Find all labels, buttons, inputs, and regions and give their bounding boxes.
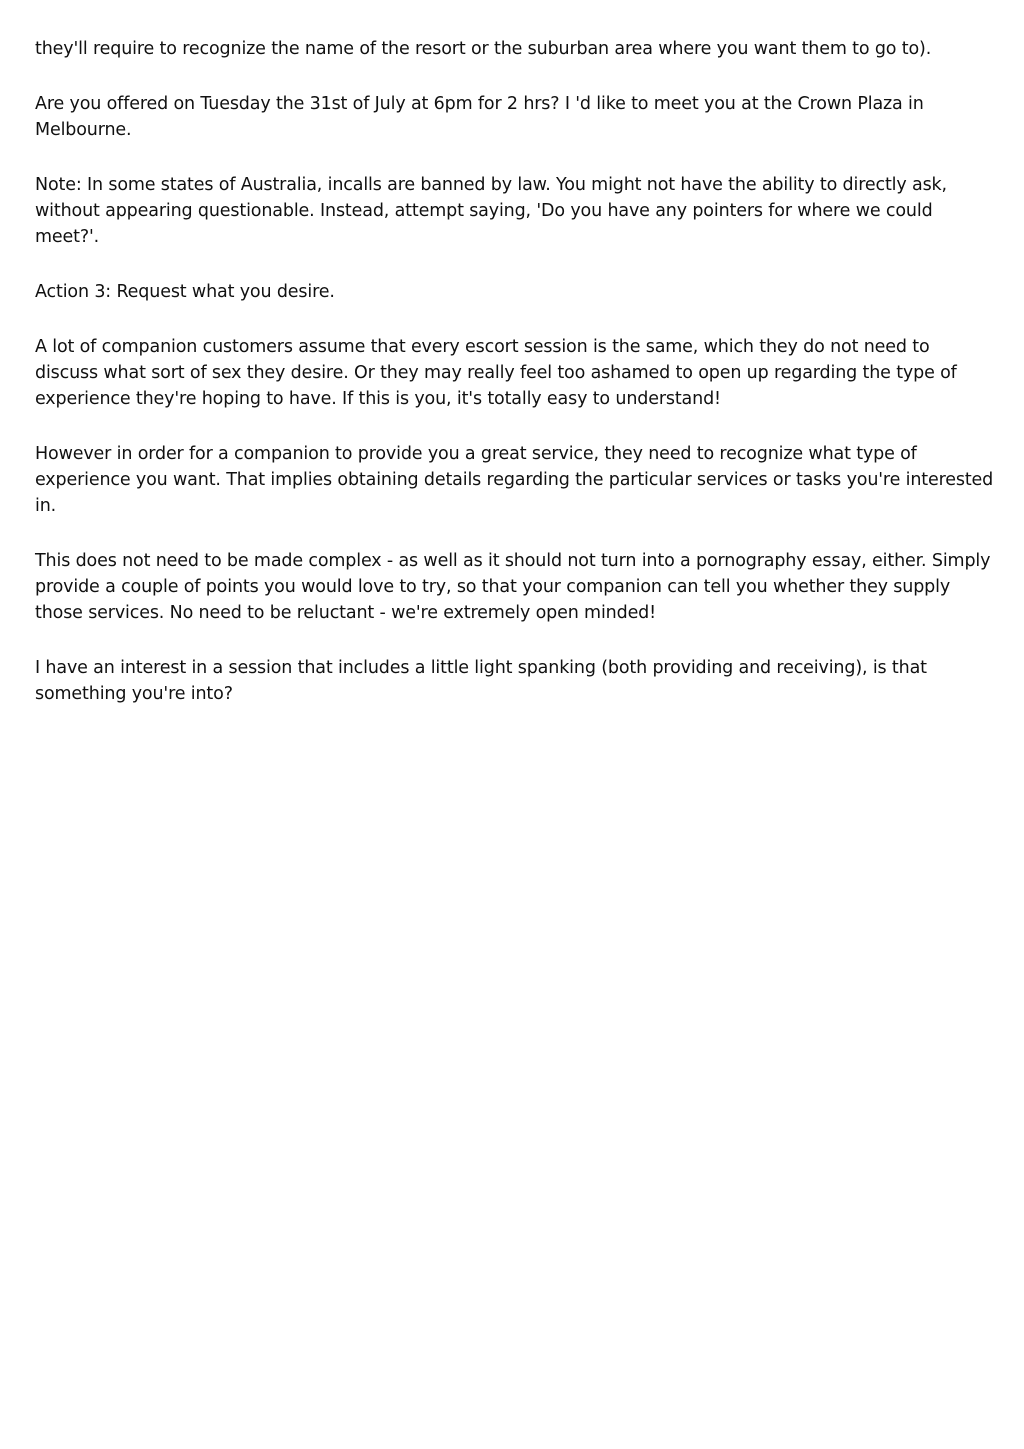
paragraph-example-request: I have an interest in a session that includes a little light spanking (both providing and receiving), is that something you're into? (35, 658, 927, 704)
paragraph-customer-assumptions: A lot of companion customers assume that every escort session is the same, which they do not need to discuss what sort of sex they desire. Or they may really feel too ashamed to open up regarding the type of experience they're hoping to have. If this is you, it's totally easy to understand! (35, 337, 957, 409)
paragraph-service-details: However in order for a companion to provide you a great service, they need to recognize what type of experience you want. That implies obtaining details regarding the particular services or tasks you're interested in. (35, 444, 994, 516)
section-heading-action-3: Action 3: Request what you desire. (35, 282, 335, 302)
paragraph-resort-name: they'll require to recognize the name of the resort or the suburban area where you want them to go to). (35, 39, 932, 59)
paragraph-example-booking-request: Are you offered on Tuesday the 31st of July at 6pm for 2 hrs? I 'd like to meet you at the Crown Plaza in Melbourne. (35, 94, 924, 140)
paragraph-keep-it-simple: This does not need to be made complex - as well as it should not turn into a pornography essay, either. Simply provide a couple of points you would love to try, so that your companion can tell you whether they supply those services. No need to be reluctant - we're extremely open minded! (35, 551, 991, 623)
document-page (35, 36, 995, 736)
paragraph-incall-note: Note: In some states of Australia, incalls are banned by law. You might not have the ability to directly ask, without appearing questionable. Instead, attempt saying, 'Do you have any pointers for where we could meet?'. (35, 175, 947, 247)
